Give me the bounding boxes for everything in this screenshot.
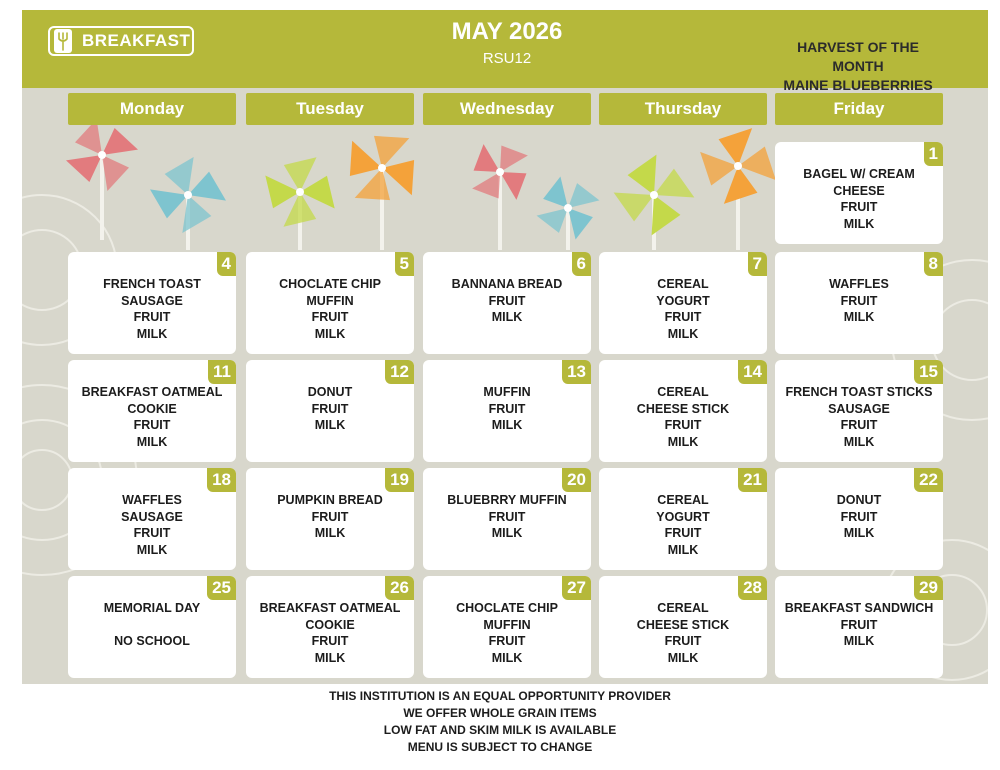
day-number: 14 — [738, 360, 767, 384]
day-number: 8 — [924, 252, 943, 276]
day-cell — [246, 576, 414, 678]
day-cell — [68, 576, 236, 678]
day-number: 26 — [385, 576, 414, 600]
day-number: 15 — [914, 360, 943, 384]
day-cell — [246, 468, 414, 570]
pinwheel-blue-icon — [143, 150, 232, 250]
day-cell — [599, 468, 767, 570]
menu-items: FRENCH TOAST STICKS SAUSAGE FRUIT MILK — [785, 385, 933, 449]
day-number: 4 — [217, 252, 236, 276]
day-cell — [423, 252, 591, 354]
day-header-monday: Monday — [68, 93, 236, 125]
menu-items: DONUT FRUIT MILK — [307, 385, 353, 432]
menu-items: CHOCLATE CHIP MUFFIN FRUIT MILK — [279, 277, 381, 341]
footer-notes — [0, 688, 1000, 756]
harvest-line: MONTH — [832, 58, 884, 74]
menu-items: CEREAL YOGURT FRUIT MILK — [656, 277, 710, 341]
menu-items: BLUEBRRY MUFFIN FRUIT MILK — [447, 493, 567, 540]
menu-items: WAFFLES SAUSAGE FRUIT MILK — [121, 493, 183, 557]
day-header-thursday: Thursday — [599, 93, 767, 125]
pinwheel-blue-icon — [536, 176, 600, 250]
day-cell — [423, 576, 591, 678]
pinwheel-red-icon — [66, 119, 138, 240]
day-cell — [599, 360, 767, 462]
pinwheel-orange-icon — [688, 116, 787, 250]
day-number: 29 — [914, 576, 943, 600]
menu-items: BANNANA BREAD FRUIT MILK — [451, 277, 563, 324]
day-cell — [775, 468, 943, 570]
menu-items: CHOCLATE CHIP MUFFIN FRUIT MILK — [456, 601, 558, 665]
day-number: 18 — [207, 468, 236, 492]
day-number: 19 — [385, 468, 414, 492]
page-title: MAY 2026 — [451, 18, 563, 45]
badge-label: BREAKFAST — [82, 31, 191, 50]
pinwheel-red-icon — [466, 138, 534, 250]
menu-items: BREAKFAST OATMEAL COOKIE FRUIT MILK — [259, 601, 401, 665]
harvest-line: HARVEST OF THE — [797, 39, 919, 55]
day-number: 28 — [738, 576, 767, 600]
pinwheel-orange-icon — [334, 120, 431, 250]
day-cell — [775, 360, 943, 462]
day-number: 20 — [562, 468, 591, 492]
day-cell — [246, 360, 414, 462]
page-subtitle: RSU12 — [482, 50, 532, 67]
day-number: 5 — [395, 252, 414, 276]
day-number: 13 — [562, 360, 591, 384]
day-header-tuesday: Tuesday — [246, 93, 414, 125]
day-cell — [68, 252, 236, 354]
menu-items: BAGEL W/ CREAM CHEESE FRUIT MILK — [803, 167, 915, 231]
day-number: 27 — [562, 576, 591, 600]
day-cell — [68, 360, 236, 462]
menu-items: WAFFLES FRUIT MILK — [829, 277, 889, 324]
day-number: 1 — [924, 142, 943, 166]
menu-items: BREAKFAST OATMEAL COOKIE FRUIT MILK — [81, 385, 223, 449]
day-cell — [775, 142, 943, 244]
footer-line: LOW FAT AND SKIM MILK IS AVAILABLE — [383, 723, 617, 737]
day-header-friday: Friday — [775, 93, 943, 125]
day-cell — [599, 252, 767, 354]
day-number: 6 — [572, 252, 591, 276]
menu-items: CEREAL CHEESE STICK FRUIT MILK — [636, 385, 730, 449]
menu-items: MUFFIN FRUIT MILK — [483, 385, 531, 432]
day-cell — [246, 252, 414, 354]
pinwheel-green-icon — [253, 145, 348, 250]
menu-items: CEREAL CHEESE STICK FRUIT MILK — [636, 601, 730, 665]
day-cell — [68, 468, 236, 570]
menu-items: BREAKFAST SANDWICH FRUIT MILK — [784, 601, 934, 648]
day-number: 22 — [914, 468, 943, 492]
menu-items: MEMORIAL DAY NO SCHOOL — [103, 601, 201, 648]
day-number: 12 — [385, 360, 414, 384]
menu-items: DONUT FRUIT MILK — [836, 493, 882, 540]
day-cell — [423, 468, 591, 570]
day-number: 25 — [207, 576, 236, 600]
footer-line: WE OFFER WHOLE GRAIN ITEMS — [403, 706, 597, 720]
harvest-line: MAINE BLUEBERRIES — [783, 77, 933, 93]
day-number: 11 — [208, 360, 236, 384]
pinwheel-green-icon — [609, 150, 700, 250]
day-cell — [775, 576, 943, 678]
menu-items: FRENCH TOAST SAUSAGE FRUIT MILK — [103, 277, 201, 341]
day-number: 7 — [748, 252, 767, 276]
menu-items: PUMPKIN BREAD FRUIT MILK — [277, 493, 383, 540]
day-cell — [775, 252, 943, 354]
footer-line: MENU IS SUBJECT TO CHANGE — [407, 740, 593, 754]
day-cell — [599, 576, 767, 678]
footer-line: THIS INSTITUTION IS AN EQUAL OPPORTUNITY PROVIDER — [329, 689, 671, 703]
day-cell — [423, 360, 591, 462]
menu-items: CEREAL YOGURT FRUIT MILK — [656, 493, 710, 557]
day-number: 21 — [738, 468, 767, 492]
day-header-wednesday: Wednesday — [423, 93, 591, 125]
